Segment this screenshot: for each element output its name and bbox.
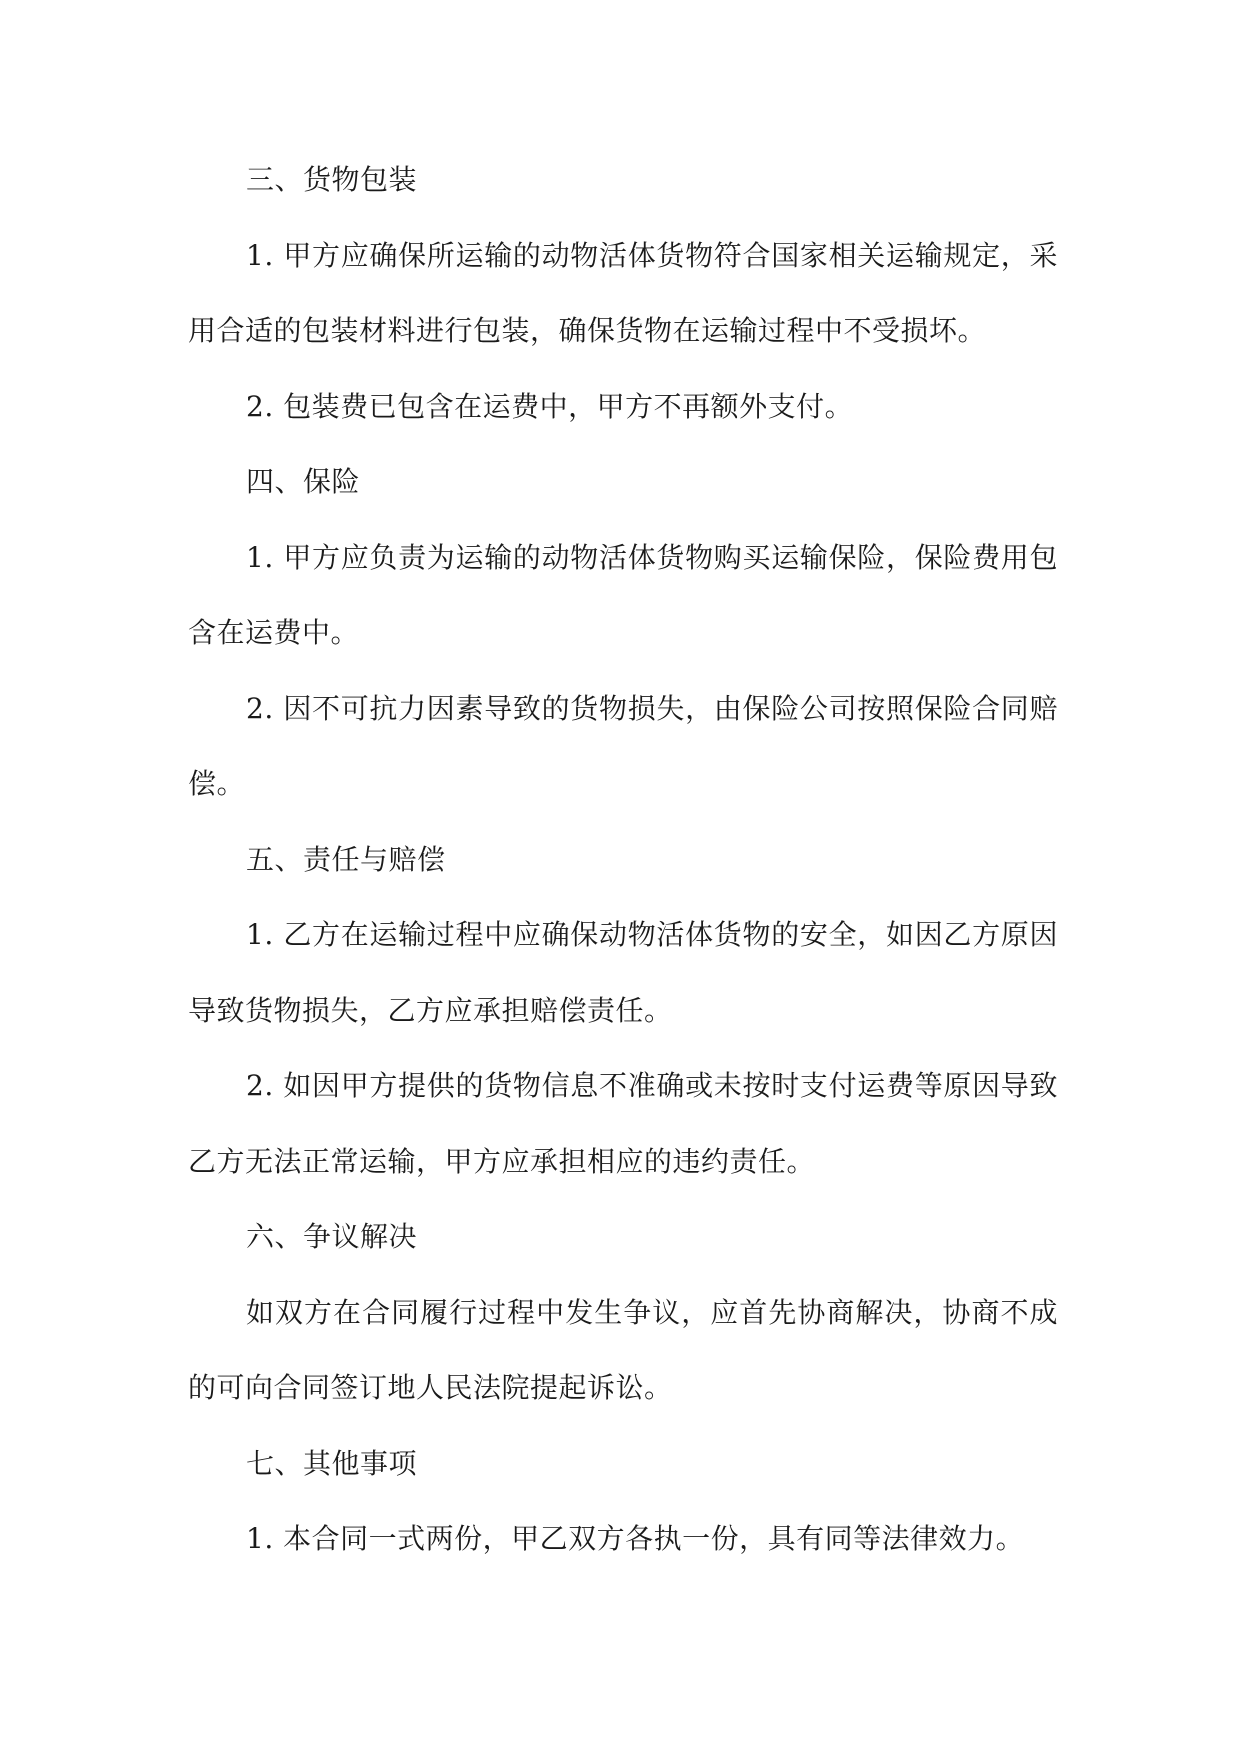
section-4-title: 四、保险 (246, 465, 361, 498)
section-5-item-1: 1. 乙方在运输过程中应确保动物活体货物的安全，如因乙方原因导致货物损失，乙方应承担赔偿责任。 (188, 918, 1058, 1027)
section-5-item-2: 2. 如因甲方提供的货物信息不准确或未按时支付运费等原因导致乙方无法正常运输，甲方应承担相应的违约责任。 (188, 1069, 1058, 1178)
section-7-title: 七、其他事项 (246, 1446, 418, 1480)
section-3-item-1: 1. 甲方应确保所运输的动物活体货物符合国家相关运输规定，采用合适的包装材料进行包装，确保货物在运输过程中不受损坏。 (188, 238, 1058, 347)
section-6-title: 六、争议解决 (246, 1220, 418, 1253)
section-5-title: 五、责任与赔偿 (246, 842, 446, 876)
section-7-item-1: 1. 本合同一式两份，甲乙双方各执一份，具有同等法律效力。 (246, 1522, 1025, 1555)
section-3-title: 三、货物包装 (246, 163, 418, 196)
section-6-text: 如双方在合同履行过程中发生争议，应首先协商解决，协商不成的可向合同签订地人民法院提起诉讼。 (188, 1295, 1058, 1404)
section-4-item-2: 2. 因不可抗力因素导致的货物损失，由保险公司按照保险合同赔偿。 (188, 691, 1058, 800)
section-3-item-2: 2. 包装费已包含在运费中，甲方不再额外支付。 (246, 389, 854, 423)
section-4-item-1: 1. 甲方应负责为运输的动物活体货物购买运输保险，保险费用包含在运费中。 (188, 540, 1058, 649)
document-body (188, 142, 1058, 1577)
